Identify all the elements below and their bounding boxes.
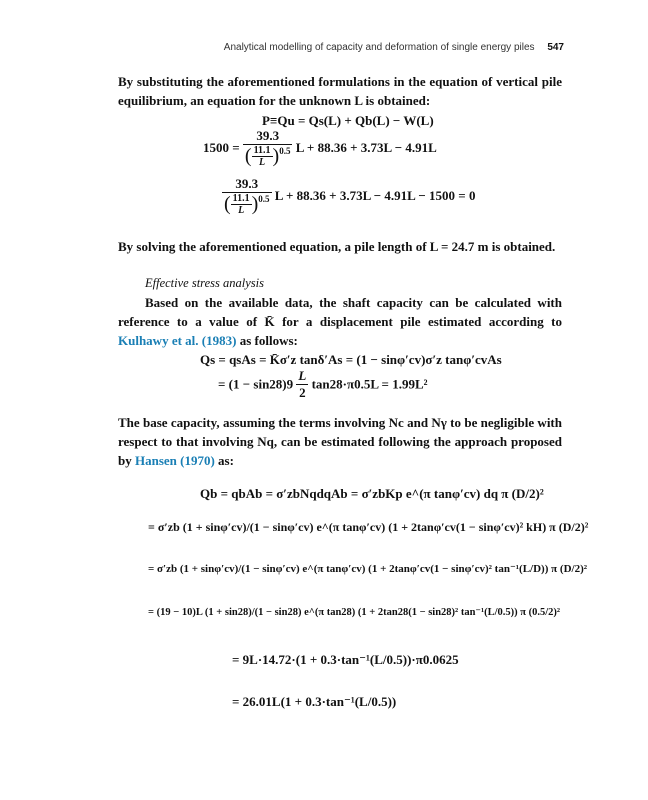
exponent: 0.5 (279, 146, 291, 157)
eq-zero-coef: 39.3 (222, 176, 272, 193)
subheading-effective-stress: Effective stress analysis (145, 276, 264, 290)
paren-close: ) (272, 145, 280, 167)
paren-close: ) (251, 193, 259, 215)
page-number: 547 (547, 42, 564, 53)
eq-zero-fraction (222, 176, 272, 216)
running-head (224, 42, 564, 53)
paragraph-base (118, 413, 562, 470)
paragraph-intro: By substituting the aforementioned formulations in the equation of vertical pile equilibrium, an equation for the unknown L is obtained: (118, 74, 562, 108)
ratio-den: L (238, 205, 245, 216)
base-tail: as: (218, 453, 234, 468)
shaft-frac-num: L (298, 368, 307, 383)
base-equation-line1: Qb = qbAb = σ′zbNqdqAb = σ′zbKp e^(π tanφ′cv) dq π (D/2)² (200, 486, 544, 501)
shaft-frac-den: 2 (299, 385, 306, 400)
eq-zero-rhs: L + 88.36 + 3.73L − 4.91L − 1500 = 0 (274, 188, 476, 203)
ratio-num: 11.1 (232, 193, 250, 204)
ratio (231, 193, 252, 216)
exponent: 0.5 (258, 194, 270, 205)
eq-1500-den (243, 145, 293, 168)
running-title: Analytical modelling of capacity and deformation of single energy piles (223, 42, 535, 53)
shaft-line2-left: = (1 − sin28)9 (218, 376, 294, 392)
base-equation-line4: = (19 − 10)L (1 + sin28)/(1 − sin28) e^(π tan28) (1 + 2tan28(1 − sin28)² tan⁻¹(L/0.5)) π (0.5/2)² (148, 607, 561, 618)
ratio-num: 11.1 (253, 145, 271, 156)
eq-zero-den (222, 193, 272, 216)
paren-open: ( (244, 145, 252, 167)
base-text: The base capacity, assuming the terms involving Nc and Nγ to be negligible with respect to that involving Nq, can be estimated following the approach proposed by (118, 415, 562, 468)
citation-hansen[interactable]: Hansen (1970) (134, 453, 215, 468)
paren-open: ( (224, 193, 231, 215)
paragraph-solve: By solving the aforementioned equation, a pile length of L = 24.7 m is obtained. (118, 239, 556, 254)
base-equation-line3: = σ′zb (1 + sinφ′cv)/(1 − sinφ′cv) e^(π tanφ′cv) (1 + 2tanφ′cv(1 − sinφ′cv)² tan⁻¹(L/D)) π (D/2)² (148, 563, 588, 575)
base-equation-line2: = σ′zb (1 + sinφ′cv)/(1 − sinφ′cv) e^(π tanφ′cv) (1 + 2tanφ′cv(1 − sinφ′cv)² kH) π (D/2)² (148, 520, 589, 534)
citation-kulhawy[interactable]: Kulhawy et al. (1983) (118, 333, 237, 348)
eq-1500-lhs: 1500 = (203, 140, 240, 155)
paragraph-shaft (118, 293, 562, 350)
eq-1500-coef: 39.3 (243, 128, 293, 145)
eq-1500-rhs: L + 88.36 + 3.73L − 4.91L (295, 140, 437, 155)
ratio-den: L (259, 157, 266, 168)
equation-zero (222, 176, 475, 216)
equation-1500 (203, 128, 437, 168)
shaft-text: Based on the available data, the shaft capacity can be calculated with reference to a value of K̄ for a displacement pile estimated according to (118, 295, 562, 329)
shaft-line2-right: tan28·π0.5L = 1.99L² (311, 376, 428, 392)
shaft-tail: as follows: (239, 333, 298, 348)
base-equation-line6: = 26.01L(1 + 0.3·tan⁻¹(L/0.5)) (232, 694, 397, 709)
eq-1500-fraction (243, 128, 293, 168)
shaft-equation-line1: Qs = qsAs = K̄σ′z tanδ′As = (1 − sinφ′cv)σ′z tanφ′cvAs (200, 352, 502, 367)
base-equation-line5: = 9L·14.72·(1 + 0.3·tan⁻¹(L/0.5))·π0.0625 (232, 652, 459, 667)
shaft-equation-line2 (218, 368, 428, 401)
equation-equilibrium: P≡Qu = Qs(L) + Qb(L) − W(L) (262, 113, 434, 128)
shaft-line2-frac (296, 368, 308, 401)
ratio (252, 145, 273, 168)
